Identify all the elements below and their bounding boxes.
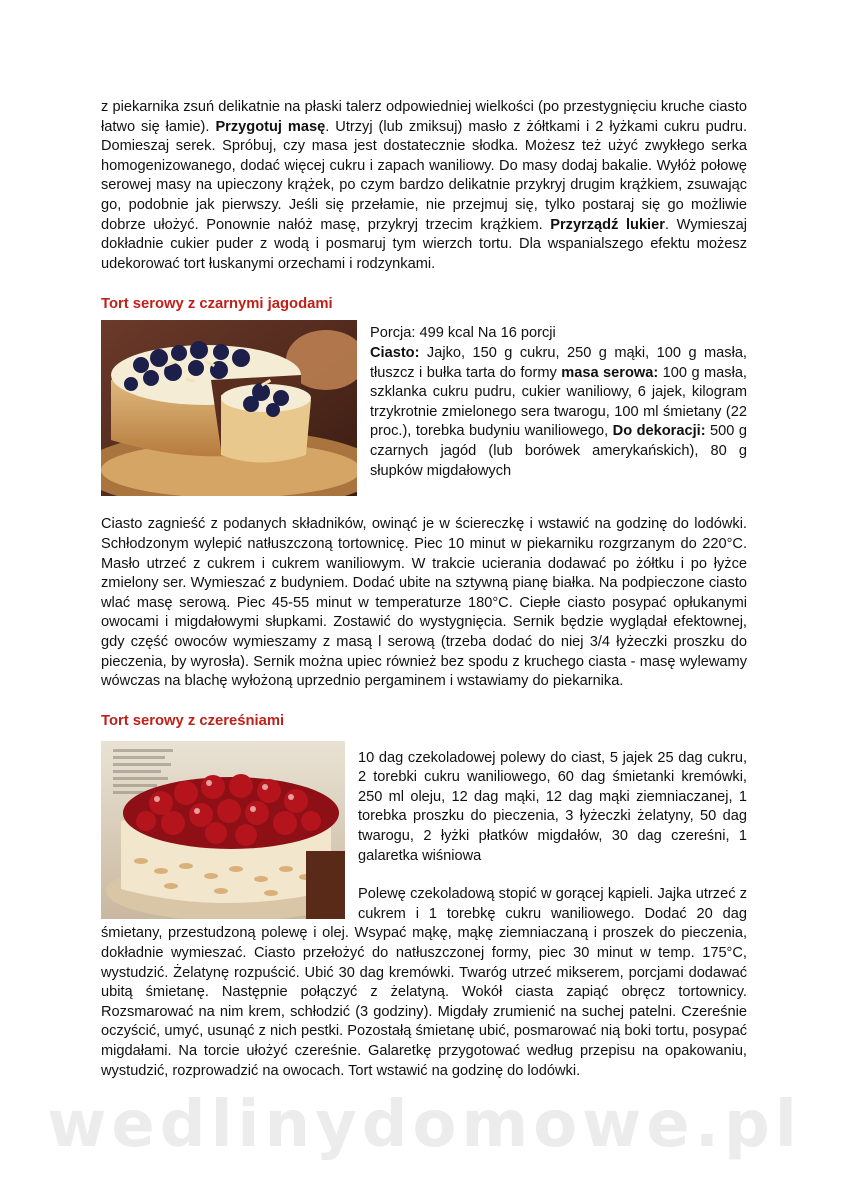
recipe1-method: Ciasto zagnieść z podanych składników, owinąć je w ściereczkę i wstawić na godzinę do lodówki. Schłodzonym wylepić natłuszczoną tortownicę. Piec 10 minut w piekarniku rozgrzanym do 220°C. Masło utrzeć z cukrem i cukrem waniliowym. W trakcie ucierania dodawać po żółtku i po łyżce zmielony ser. Wymieszać z budyniem. Dodać ubite na sztywną pianę białka. Na podpieczone ciasto wlać masę serową. Piec 45-55 minut w temperaturze 180°C. Ciepłe ciasto posypać opłukanymi owocami i migdałowymi słupkami. Zostawić do wystygnięcia. Sernik będzie wyglądał efektownej, gdy część owoców wymieszamy z masą l serową (trzeba dodać do niej 3/4 łyżeczki proszku do pieczenia, by wyrosła). Sernik można upiec również bez spodu z kruchego ciasta - masę wylewamy wówczas na blachę wyłożoną uprzednio pergaminem i wstawiamy do piekarnika. xyxy=(101,516,747,690)
document-page xyxy=(101,98,747,1081)
recipe1-ingredient-list xyxy=(370,344,747,481)
cherry-cheesecake-image xyxy=(101,741,345,919)
ingredient-label-dough: Ciasto: xyxy=(370,344,420,361)
ingredient-label-cheese: masa serowa: xyxy=(561,364,659,381)
recipe1-portion: Porcja: 499 kcal Na 16 porcji xyxy=(370,325,556,342)
intro-text-2: . Utrzyj (lub zmiksuj) masło z żółtkami i 2 łyżkami cukru pudru. Domieszaj serek. Spróbuj, czy masa jest dostatecznie słodka. Możesz też użyć zwykłego serka homogenizowanego, dodać więcej cukru i zapach waniliowy. Do masy dodaj bakalie. Wyłóż połowę serowej masy na upieczony krążek, po czym bardzo delikatnie przykryj drugim krążkiem, zsuwając go, podobnie jak pierwszy. Jeśli się przełamie, nie przejmuj się, tylko postaraj się go możliwie dobrze ułożyć. Ponownie nałóż masę, przykryj trzecim krążkiem. xyxy=(101,118,747,233)
ingredient-label-decoration: Do dekoracji: xyxy=(612,423,706,440)
recipe2-method: Polewę czekoladową stopić w gorącej kąpieli. Jajka utrzeć z cukrem i 1 torebkę cukru waniliowego. Dodać 20 dag śmietany, przestudzoną polewę i olej. Wsypać mąkę, mąkę ziemniaczaną i proszek do pieczenia, dokładnie wymieszać. Ciasto przełożyć do natłuszczonej formy, piec 30 minut w temp. 175°C, wystudzić. Żelatynę rozpuścić. Ubić 30 dag kremówki. Twaróg utrzeć mikserem, porcjami dodawać ubitą śmietanę. Następnie połączyć z żelatyną. Wokół ciasta zapiąć obręcz tortownicy. Rozsmarować na nim krem, schłodzić (3 godziny). Migdały zrumienić na suchej patelni. Czereśnie oczyścić, umyć, usunąć z nich pestki. Pozostałą śmietanę ubić, posmarować nią boki tortu, posypać migdałami. Na torcie ułożyć czereśnie. Galaretkę przygotować według przepisu na opakowaniu, wystudzić, rozprowadzić na owocach. Tort wstawić na godzinę do lodówki. xyxy=(101,886,747,1079)
ingredient-text-cheese: 100 g masła, szklanka cukru pudru, cukier waniliowy, 6 jajek, kilogram trzykrotnie zmielonego sera twarogu, 100 ml śmietany (22 proc.), torebka budyniu waniliowego, xyxy=(370,364,747,440)
recipe1-block xyxy=(101,320,747,496)
ingredient-text-decoration: 500 g czarnych jagód (lub borówek amerykańskich), 80 g słupków migdałowych xyxy=(370,423,748,479)
recipe2-title: Tort serowy z czereśniami xyxy=(101,712,285,729)
recipe1-ingredients xyxy=(370,320,747,496)
intro-text-1: z piekarnika zsuń delikatnie na płaski talerz odpowiedniej wielkości (po przestygnięciu kruche ciasto łatwo się łamie). xyxy=(101,99,747,135)
ingredient-text-dough: Jajko, 150 g cukru, 250 g mąki, 100 g masła, tłuszcz i bułka tarta do formy xyxy=(370,344,747,381)
intro-paragraph xyxy=(101,98,747,274)
cherry-cheesecake-photo xyxy=(101,741,345,919)
intro-text-3: . Wymieszaj dokładnie cukier puder z wodą i posmaruj tym wierzch tortu. Dla wspanialszego efektu możesz udekorować tort łuskanymi orzechami i rodzynkami. xyxy=(101,216,747,272)
blueberry-cheesecake-photo xyxy=(101,320,357,496)
watermark: wedlinydomowe.pl xyxy=(47,1088,802,1162)
intro-bold-1: Przygotuj masę xyxy=(215,118,326,135)
intro-bold-2: Przyrządź lukier xyxy=(550,216,665,233)
recipe1-title: Tort serowy z czarnymi jagodami xyxy=(101,296,333,313)
recipe2-block xyxy=(101,741,747,1082)
recipe2-ingredients: 10 dag czekoladowej polewy do ciast, 5 jajek 25 dag cukru, 2 torebki cukru waniliowego, 60 dag śmietanki kremówki, 250 ml oleju, 12 dag mąki, 12 dag mąki ziemniaczanej, 1 torebka proszku do pieczenia, 3 łyżeczki żelatyny, 50 dag twarogu, 2 łyżki płatków migdałów, 30 dag czereśni, 1 galaretka wiśniowa xyxy=(358,749,747,864)
blueberry-cheesecake-image xyxy=(101,320,357,496)
